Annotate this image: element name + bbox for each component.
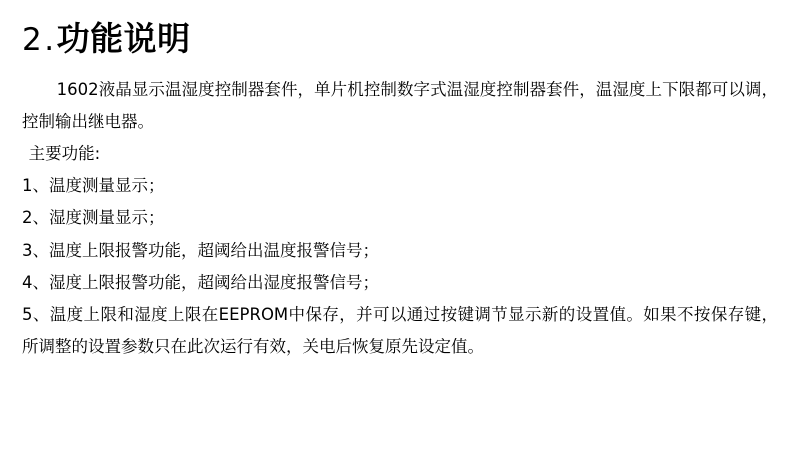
features-label: 主要功能:: [28, 144, 101, 164]
list-item: 3、温度上限报警功能，超阈给出温度报警信号；: [22, 240, 379, 260]
list-item: 1、温度测量显示；: [22, 176, 165, 196]
page-title: [22, 0, 778, 60]
list-item: 2、湿度测量显示；: [22, 208, 165, 228]
section-number: 2: [22, 22, 43, 58]
intro-paragraph: 1602液晶显示温湿度控制器套件，单片机控制数字式温湿度控制器套件，温湿度上下限都可以调，控制输出继电器。: [22, 79, 778, 131]
document-body: [22, 74, 778, 364]
section-separator: .: [44, 22, 55, 58]
list-item: 5、温度上限和湿度上限在EEPROM中保存，并可以通过按键调节显示新的设置值。如果不按保存键，所调整的设置参数只在此次运行有效，关电后恢复原先设定值。: [22, 304, 778, 357]
list-item: 4、湿度上限报警功能，超阈给出湿度报警信号；: [22, 272, 379, 292]
section-title-text: 功能说明: [56, 19, 191, 58]
